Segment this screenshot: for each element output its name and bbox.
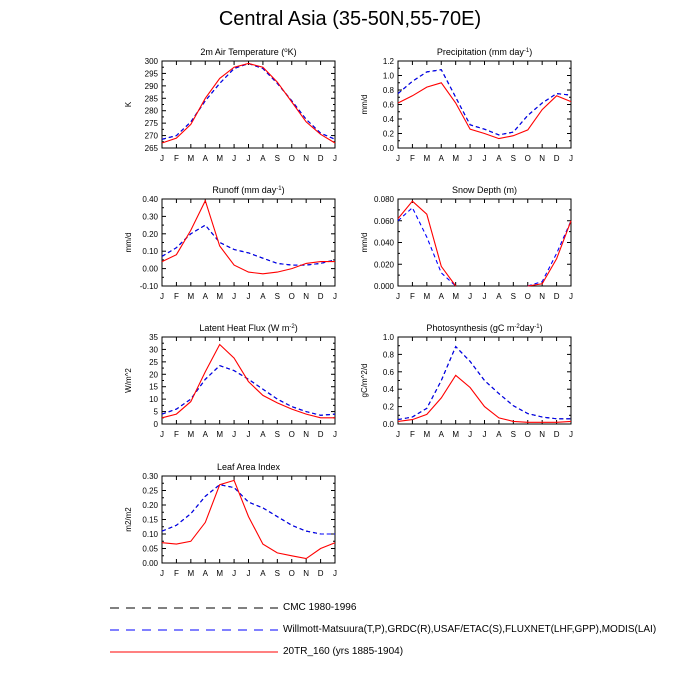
- x-tick-label: S: [274, 154, 281, 163]
- series-line-model: [162, 64, 335, 144]
- x-tick-label: J: [468, 292, 473, 301]
- x-tick-label: M: [452, 292, 460, 301]
- x-tick-label: J: [569, 154, 573, 163]
- y-tick-label: -0.10: [139, 282, 158, 291]
- x-tick-label: F: [409, 154, 415, 163]
- series-line-cmc: [398, 70, 571, 135]
- plot-frame: [162, 337, 335, 424]
- y-tick-label: 265: [144, 144, 158, 153]
- y-tick-label: 295: [144, 69, 158, 79]
- x-tick-label: N: [303, 292, 310, 301]
- y-tick-label: 0.25: [142, 486, 158, 496]
- series-line-obs: [162, 64, 335, 140]
- y-tick-label: 5: [153, 407, 158, 417]
- chart-title: Latent Heat Flux (W $m^{-2}$): [199, 323, 298, 333]
- series-line-model: [398, 375, 571, 422]
- chart-title: Precipitation (mm day$^{-1}$): [436, 47, 533, 57]
- chart-panel-5: [124, 323, 337, 439]
- x-tick-label: A: [496, 430, 502, 439]
- x-tick-label: F: [173, 569, 179, 578]
- y-tick-label: 0.10: [142, 530, 158, 539]
- x-tick-label: M: [216, 569, 224, 578]
- chart-panel-6: [360, 323, 573, 439]
- x-tick-label: S: [274, 569, 281, 578]
- x-tick-label: A: [496, 292, 502, 301]
- plot-frame: [398, 61, 571, 148]
- y-tick-label: 0.30: [142, 212, 158, 222]
- x-tick-label: A: [202, 569, 208, 578]
- x-tick-label: O: [288, 430, 295, 439]
- x-tick-label: J: [232, 430, 237, 439]
- y-tick-label: 0.4: [382, 385, 394, 395]
- legend-swatch-model: [110, 645, 280, 659]
- x-tick-label: F: [409, 430, 415, 439]
- series-line-cmc: [162, 485, 335, 534]
- x-tick-label: J: [160, 292, 164, 301]
- chart-panel-7: [124, 462, 337, 578]
- x-tick-label: J: [396, 154, 400, 163]
- series-line-cmc: [398, 347, 571, 420]
- chart-title: 2m Air Temperature ($^o$K): [200, 47, 297, 57]
- y-tick-label: 0.4: [382, 115, 394, 124]
- x-tick-label: N: [539, 430, 546, 439]
- x-tick-label: F: [409, 292, 415, 301]
- x-tick-label: J: [333, 569, 337, 578]
- legend-swatch-cmc: [110, 601, 280, 615]
- x-tick-label: D: [317, 292, 324, 301]
- x-tick-label: A: [202, 430, 208, 439]
- x-tick-label: N: [303, 154, 310, 163]
- x-tick-label: J: [246, 292, 251, 301]
- x-tick-label: M: [452, 430, 460, 439]
- y-tick-label: 35: [149, 333, 158, 342]
- y-tick-label: 20: [149, 370, 158, 380]
- x-tick-label: J: [246, 154, 251, 163]
- legend-label-obs: Willmott-Matsuura(T,P),GRDC(R),USAF/ETAC(S),FLUXNET(LHF,GPP),MODIS(LAI): [283, 624, 657, 635]
- y-tick-label: 1.2: [382, 57, 394, 66]
- chart-panel-1: [124, 47, 337, 163]
- x-tick-label: J: [160, 430, 164, 439]
- x-tick-label: J: [396, 292, 400, 301]
- x-tick-label: J: [482, 430, 487, 439]
- x-tick-label: J: [333, 292, 337, 301]
- series-line-obs: [162, 366, 335, 416]
- y-tick-label: 0.10: [142, 247, 158, 257]
- x-tick-label: O: [288, 569, 295, 578]
- chart-title: Photosynthesis (gC $m^{-2}day^{-1}$): [426, 323, 543, 333]
- y-tick-label: 0.020: [373, 260, 394, 270]
- x-tick-label: J: [569, 430, 573, 439]
- x-tick-label: D: [553, 292, 560, 301]
- x-tick-label: J: [569, 292, 573, 301]
- chart-panel-2: [360, 47, 573, 163]
- y-tick-label: 280: [144, 106, 158, 116]
- series-line-obs: [398, 347, 571, 420]
- legend-swatch-obs: [110, 623, 280, 637]
- chart-panel-4: [360, 185, 573, 301]
- y-tick-label: 0.0: [382, 420, 394, 429]
- page-title: Central Asia (35-50N,55-70E): [218, 8, 482, 30]
- x-tick-label: A: [496, 154, 502, 163]
- x-tick-label: O: [524, 430, 531, 439]
- x-tick-label: M: [423, 430, 431, 439]
- y-tick-label: 0.6: [382, 367, 394, 377]
- y-axis-label: m2/m2: [124, 507, 133, 532]
- y-tick-label: 0.0: [382, 144, 394, 153]
- x-tick-label: O: [524, 292, 531, 301]
- series-line-model: [398, 83, 571, 139]
- x-tick-label: S: [274, 430, 281, 439]
- legend-label-model: 20TR_160 (yrs 1885-1904): [283, 646, 404, 657]
- y-tick-label: 15: [149, 382, 158, 392]
- x-tick-label: D: [317, 569, 324, 578]
- x-tick-label: M: [216, 430, 224, 439]
- y-axis-label: K: [124, 101, 133, 108]
- x-tick-label: A: [438, 292, 444, 301]
- x-tick-label: M: [423, 154, 431, 163]
- plot-frame: [162, 61, 335, 148]
- y-tick-label: 0.2: [382, 402, 394, 412]
- x-tick-label: S: [510, 430, 517, 439]
- y-tick-label: 270: [144, 131, 158, 141]
- series-line-obs: [398, 70, 571, 135]
- x-tick-label: S: [274, 292, 281, 301]
- x-tick-label: J: [246, 569, 251, 578]
- y-tick-label: 0: [153, 420, 158, 429]
- x-tick-label: A: [438, 154, 444, 163]
- x-tick-label: F: [173, 292, 179, 301]
- y-tick-label: 275: [144, 119, 158, 129]
- x-tick-label: D: [553, 430, 560, 439]
- plot-frame: [162, 476, 335, 563]
- x-tick-label: J: [160, 569, 164, 578]
- x-tick-label: A: [202, 154, 208, 163]
- y-tick-label: 1.0: [382, 333, 394, 342]
- y-tick-label: 1.0: [382, 71, 394, 81]
- x-tick-label: J: [396, 430, 400, 439]
- x-tick-label: A: [202, 292, 208, 301]
- y-tick-label: 0.000: [373, 282, 394, 291]
- y-tick-label: 25: [149, 357, 158, 367]
- y-tick-label: 0.6: [382, 100, 394, 110]
- y-tick-label: 300: [144, 57, 158, 66]
- x-tick-label: J: [246, 430, 251, 439]
- series-line-model: [528, 221, 571, 286]
- x-tick-label: M: [452, 154, 460, 163]
- x-tick-label: F: [173, 430, 179, 439]
- y-tick-label: 0.20: [142, 229, 158, 239]
- x-tick-label: J: [482, 292, 487, 301]
- y-axis-label: mm/d: [124, 232, 133, 253]
- x-tick-label: D: [317, 430, 324, 439]
- x-tick-label: A: [260, 292, 266, 301]
- x-tick-label: O: [524, 154, 531, 163]
- x-tick-label: M: [187, 430, 195, 439]
- x-tick-label: A: [260, 154, 266, 163]
- x-tick-label: M: [423, 292, 431, 301]
- x-tick-label: N: [303, 569, 310, 578]
- y-tick-label: 0.060: [373, 216, 394, 226]
- series-line-obs: [162, 485, 335, 534]
- y-tick-label: 0.00: [142, 559, 158, 568]
- x-tick-label: J: [232, 292, 237, 301]
- x-tick-label: A: [260, 569, 266, 578]
- y-tick-label: 0.05: [142, 544, 158, 554]
- series-line-model: [398, 201, 456, 286]
- x-tick-label: A: [260, 430, 266, 439]
- x-tick-label: J: [482, 154, 487, 163]
- x-tick-label: J: [468, 154, 473, 163]
- chart-title: Snow Depth (m): [451, 185, 518, 195]
- y-tick-label: 10: [149, 395, 158, 405]
- y-tick-label: 0.080: [373, 195, 394, 204]
- x-tick-label: F: [173, 154, 179, 163]
- series-line-cmc: [162, 64, 335, 140]
- y-tick-label: 0.2: [382, 129, 394, 139]
- x-tick-label: J: [232, 154, 237, 163]
- y-tick-label: 0.40: [142, 195, 158, 204]
- series-line-cmc: [162, 225, 335, 265]
- plot-frame: [162, 199, 335, 286]
- y-tick-label: 0.8: [382, 350, 394, 360]
- x-tick-label: D: [317, 154, 324, 163]
- x-tick-label: M: [216, 154, 224, 163]
- y-axis-label: mm/d: [360, 232, 369, 253]
- series-line-model: [162, 345, 335, 418]
- y-tick-label: 0.8: [382, 86, 394, 95]
- x-tick-label: J: [468, 430, 473, 439]
- y-axis-label: gC/m^2/d: [360, 363, 369, 398]
- x-tick-label: J: [333, 154, 337, 163]
- y-tick-label: 0.20: [142, 501, 158, 510]
- x-tick-label: J: [333, 430, 337, 439]
- x-tick-label: O: [288, 292, 295, 301]
- y-tick-label: 0.00: [142, 264, 158, 274]
- x-tick-label: M: [187, 569, 195, 578]
- x-tick-label: D: [553, 154, 560, 163]
- x-tick-label: M: [187, 154, 195, 163]
- y-axis-label: W/m^2: [124, 368, 133, 393]
- legend-label-cmc: CMC 1980-1996: [283, 602, 357, 613]
- x-tick-label: J: [232, 569, 237, 578]
- x-tick-label: A: [438, 430, 444, 439]
- x-tick-label: O: [288, 154, 295, 163]
- series-line-model: [162, 201, 335, 274]
- x-tick-label: S: [510, 292, 517, 301]
- y-tick-label: 0.040: [373, 238, 394, 248]
- y-tick-label: 30: [149, 345, 158, 355]
- y-tick-label: 0.15: [142, 515, 158, 525]
- chart-panel-3: [124, 185, 337, 301]
- y-tick-label: 290: [144, 81, 158, 91]
- series-line-model: [162, 480, 335, 558]
- x-tick-label: N: [539, 292, 546, 301]
- series-line-obs: [528, 221, 571, 286]
- x-tick-label: M: [216, 292, 224, 301]
- x-tick-label: N: [303, 430, 310, 439]
- series-line-cmc: [162, 366, 335, 416]
- x-tick-label: M: [187, 292, 195, 301]
- y-axis-label: mm/d: [360, 94, 369, 115]
- y-tick-label: 285: [144, 94, 158, 104]
- x-tick-label: J: [160, 154, 164, 163]
- plot-frame: [398, 337, 571, 424]
- x-tick-label: N: [539, 154, 546, 163]
- y-tick-label: 0.30: [142, 472, 158, 481]
- chart-title: Leaf Area Index: [216, 462, 281, 472]
- x-tick-label: S: [510, 154, 517, 163]
- chart-title: Runoff (mm day$^{-1}$): [212, 185, 285, 195]
- series-line-obs: [162, 225, 335, 265]
